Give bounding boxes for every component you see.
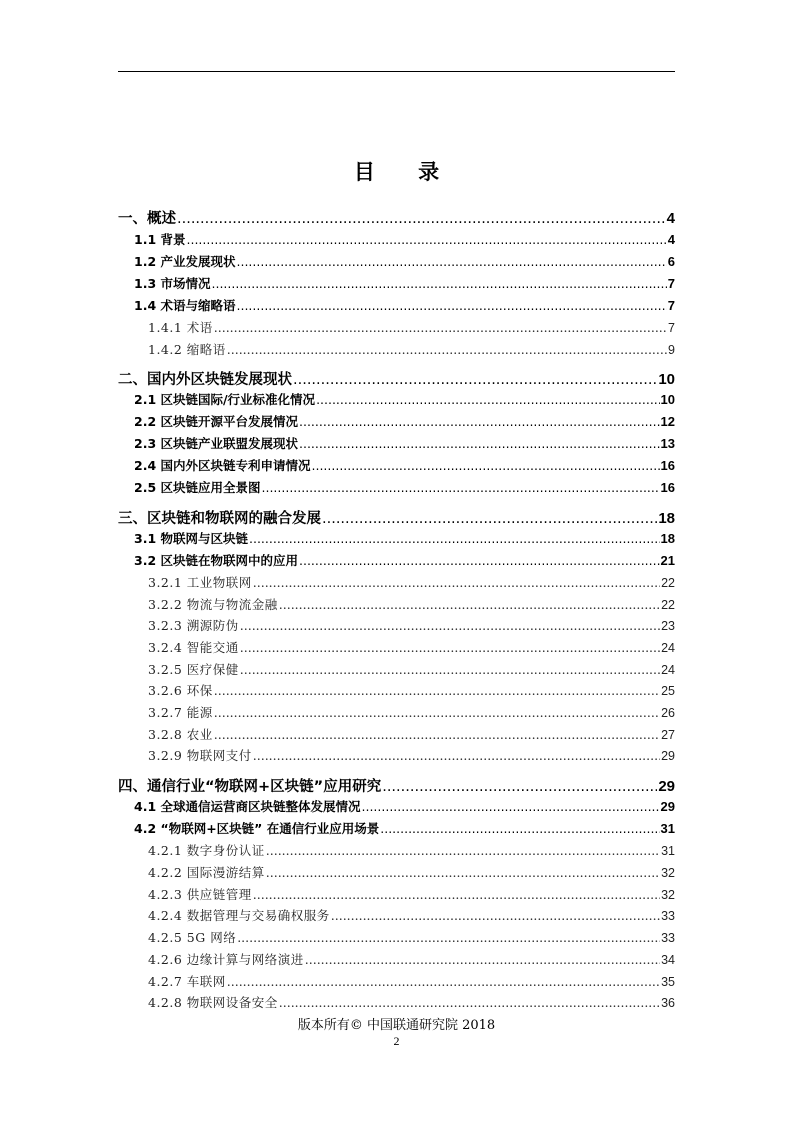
toc-entry-page: 23: [661, 619, 675, 633]
footer-copyright: 版本所有© 中国联通研究院 2018: [297, 1018, 496, 1033]
toc-leader-dots: [305, 952, 660, 967]
toc-entry-title: 2.5 区块链应用全景图: [134, 480, 261, 495]
toc-entry-title: 4.2.1 数字身份认证: [148, 843, 265, 858]
toc-leader-dots: [187, 232, 667, 247]
toc-entry-page: 24: [661, 663, 675, 677]
toc-leader-dots: [227, 974, 660, 989]
toc-entry-title: 4.2.3 供应链管理: [148, 887, 252, 902]
toc-leader-dots: [253, 887, 660, 902]
toc-entry-page: 29: [661, 749, 675, 763]
toc-entry-title: 1.2 产业发展现状: [134, 254, 236, 269]
toc-entry[interactable]: [118, 529, 675, 547]
toc-entry-title: 3.1 物联网与区块链: [134, 531, 248, 546]
toc-entry-page: 13: [660, 436, 675, 451]
toc-leader-dots: [380, 821, 659, 836]
toc-entry-page: 6: [667, 254, 675, 269]
toc-entry-title: 1.3 市场情况: [134, 276, 211, 291]
toc-entry-page: 34: [661, 953, 675, 967]
toc-entry[interactable]: [118, 595, 675, 613]
toc-entry[interactable]: [118, 507, 675, 528]
toc-entry[interactable]: [118, 230, 675, 248]
toc-entry[interactable]: [118, 616, 675, 634]
toc-entry-title: 3.2.3 溯源防伪: [148, 618, 239, 633]
toc-entry-page: 21: [660, 553, 675, 568]
toc-entry[interactable]: [118, 478, 675, 496]
toc-entry-page: 31: [661, 844, 675, 858]
toc-entry-title: 2.1 区块链国际/行业标准化情况: [134, 392, 316, 407]
toc-leader-dots: [227, 342, 667, 357]
toc-entry[interactable]: [118, 340, 675, 358]
toc-leader-dots: [322, 511, 657, 527]
toc-entry-title: 1.4.2 缩略语: [148, 342, 226, 357]
toc-leader-dots: [212, 276, 667, 291]
toc-leader-dots: [240, 662, 660, 677]
toc-entry-page: 7: [667, 276, 675, 291]
toc-entry[interactable]: [118, 318, 675, 336]
toc-entry-title: 4.2.7 车联网: [148, 974, 226, 989]
toc-leader-dots: [240, 640, 660, 655]
toc-entry-title: 4.1 全球通信运营商区块链整体发展情况: [134, 799, 361, 814]
toc-leader-dots: [237, 254, 667, 269]
toc-entry-page: 31: [660, 821, 675, 836]
toc-entry[interactable]: [118, 660, 675, 678]
toc-leader-dots: [249, 531, 660, 546]
toc-entry[interactable]: [118, 434, 675, 452]
toc-entry-title: 二、国内外区块链发展现状: [118, 372, 292, 388]
toc-entry-page: 32: [661, 866, 675, 880]
toc-entry-page: 10: [660, 392, 675, 407]
toc-entry-page: 4: [667, 232, 675, 247]
toc-leader-dots: [279, 995, 660, 1010]
toc-entry-page: 12: [660, 414, 675, 429]
toc-entry-title: 3.2.1 工业物联网: [148, 575, 252, 590]
toc-entry-title: 4.2.6 边缘计算与网络演进: [148, 952, 304, 967]
toc-entry-title: 2.3 区块链产业联盟发展现状: [134, 436, 298, 451]
toc-entry-title: 1.4 术语与缩略语: [134, 298, 236, 313]
toc-entry-title: 4.2.2 国际漫游结算: [148, 865, 265, 880]
toc-entry[interactable]: [118, 972, 675, 990]
toc-leader-dots: [331, 908, 660, 923]
toc-leader-dots: [253, 575, 660, 590]
toc-leader-dots: [382, 779, 657, 795]
toc-entry-page: 18: [658, 510, 675, 527]
toc-entry[interactable]: [118, 797, 675, 815]
page-title: 目 录: [353, 159, 458, 184]
toc-leader-dots: [299, 436, 660, 451]
toc-entry-title: 3.2.9 物联网支付: [148, 748, 252, 763]
toc-leader-dots: [214, 683, 660, 698]
toc-entry-title: 3.2.2 物流与物流金融: [148, 597, 278, 612]
toc-entry-page: 36: [661, 996, 675, 1010]
toc-entry-page: 25: [661, 684, 675, 698]
header-rule: [118, 71, 675, 72]
toc-leader-dots: [237, 930, 660, 945]
toc-entry[interactable]: [118, 746, 675, 764]
toc-entry-page: 32: [661, 888, 675, 902]
toc-entry-page: 10: [658, 371, 675, 388]
toc-entry-title: 3.2.6 环保: [148, 683, 213, 698]
toc-entry-page: 26: [661, 706, 675, 720]
toc-entry-page: 7: [667, 298, 675, 313]
page-number: 2: [393, 1034, 400, 1048]
toc-entry-title: 1.4.1 术语: [148, 320, 213, 335]
toc-entry[interactable]: [118, 681, 675, 699]
toc-leader-dots: [299, 553, 660, 568]
toc-entry[interactable]: [118, 252, 675, 270]
toc-leader-dots: [316, 392, 659, 407]
toc-entry-title: 四、通信行业“物联网+区块链”应用研究: [118, 779, 382, 795]
toc-entry-page: 29: [660, 799, 675, 814]
toc-entry-title: 1.1 背景: [134, 232, 186, 247]
toc-leader-dots: [214, 727, 660, 742]
toc-entry[interactable]: [118, 296, 675, 314]
toc-entry-page: 22: [661, 576, 675, 590]
toc-leader-dots: [266, 843, 660, 858]
toc-entry-title: 3.2.5 医疗保健: [148, 662, 239, 677]
toc-entry-title: 一、概述: [118, 211, 176, 227]
toc-leader-dots: [262, 480, 660, 495]
toc-entry[interactable]: [118, 885, 675, 903]
toc-entry-page: 33: [661, 931, 675, 945]
toc-entry[interactable]: [118, 819, 675, 837]
toc-entry-page: 16: [660, 480, 675, 495]
toc-entry-title: 3.2.4 智能交通: [148, 640, 239, 655]
toc-entry[interactable]: [118, 863, 675, 881]
toc-entry-title: 3.2.8 农业: [148, 727, 213, 742]
toc-entry-page: 16: [660, 458, 675, 473]
toc-entry[interactable]: [118, 725, 675, 743]
toc-entry-page: 22: [661, 598, 675, 612]
toc-entry[interactable]: [118, 638, 675, 656]
toc-entry[interactable]: [118, 207, 675, 228]
toc-entry-page: 24: [661, 641, 675, 655]
toc-leader-dots: [214, 320, 667, 335]
toc-entry[interactable]: [118, 368, 675, 389]
toc-entry[interactable]: [118, 456, 675, 474]
toc-entry-page: 27: [661, 728, 675, 742]
toc-leader-dots: [266, 865, 660, 880]
toc-entry[interactable]: [118, 841, 675, 859]
toc-leader-dots: [279, 597, 660, 612]
toc-entry-title: 4.2.5 5G 网络: [148, 930, 237, 945]
toc-leader-dots: [299, 414, 660, 429]
toc-entry[interactable]: [118, 950, 675, 968]
toc-entry[interactable]: [118, 573, 675, 591]
toc-entry-title: 2.2 区块链开源平台发展情况: [134, 414, 298, 429]
toc-entry-title: 4.2.8 物联网设备安全: [148, 995, 278, 1010]
toc-entry-title: 4.2 “物联网+区块链” 在通信行业应用场景: [134, 821, 380, 836]
toc-leader-dots: [240, 618, 660, 633]
toc-leader-dots: [253, 748, 660, 763]
toc-entry[interactable]: [118, 551, 675, 569]
toc-entry[interactable]: [118, 274, 675, 292]
toc-entry-title: 2.4 国内外区块链专利申请情况: [134, 458, 311, 473]
toc-entry[interactable]: [118, 390, 675, 408]
toc-entry[interactable]: [118, 906, 675, 924]
toc-entry-page: 35: [661, 975, 675, 989]
toc-entry[interactable]: [118, 412, 675, 430]
toc-entry-title: 三、区块链和物联网的融合发展: [118, 511, 321, 527]
toc-leader-dots: [177, 211, 666, 227]
toc-leader-dots: [237, 298, 667, 313]
toc-entry[interactable]: [118, 775, 675, 796]
toc-entry[interactable]: [118, 993, 675, 1011]
toc-entry-page: 18: [660, 531, 675, 546]
toc-entry[interactable]: [118, 703, 675, 721]
toc-leader-dots: [293, 372, 657, 388]
toc-entry-page: 29: [658, 778, 675, 795]
toc-entry-title: 4.2.4 数据管理与交易确权服务: [148, 908, 330, 923]
toc-entry-page: 4: [666, 210, 675, 227]
toc-leader-dots: [214, 705, 660, 720]
toc-entry[interactable]: [118, 928, 675, 946]
toc-entry-page: 9: [668, 343, 675, 357]
toc-leader-dots: [312, 458, 660, 473]
toc-entry-title: 3.2.7 能源: [148, 705, 213, 720]
toc-entry-page: 7: [668, 321, 675, 335]
toc-entry-page: 33: [661, 909, 675, 923]
toc-leader-dots: [362, 799, 660, 814]
toc-entry-title: 3.2 区块链在物联网中的应用: [134, 553, 298, 568]
